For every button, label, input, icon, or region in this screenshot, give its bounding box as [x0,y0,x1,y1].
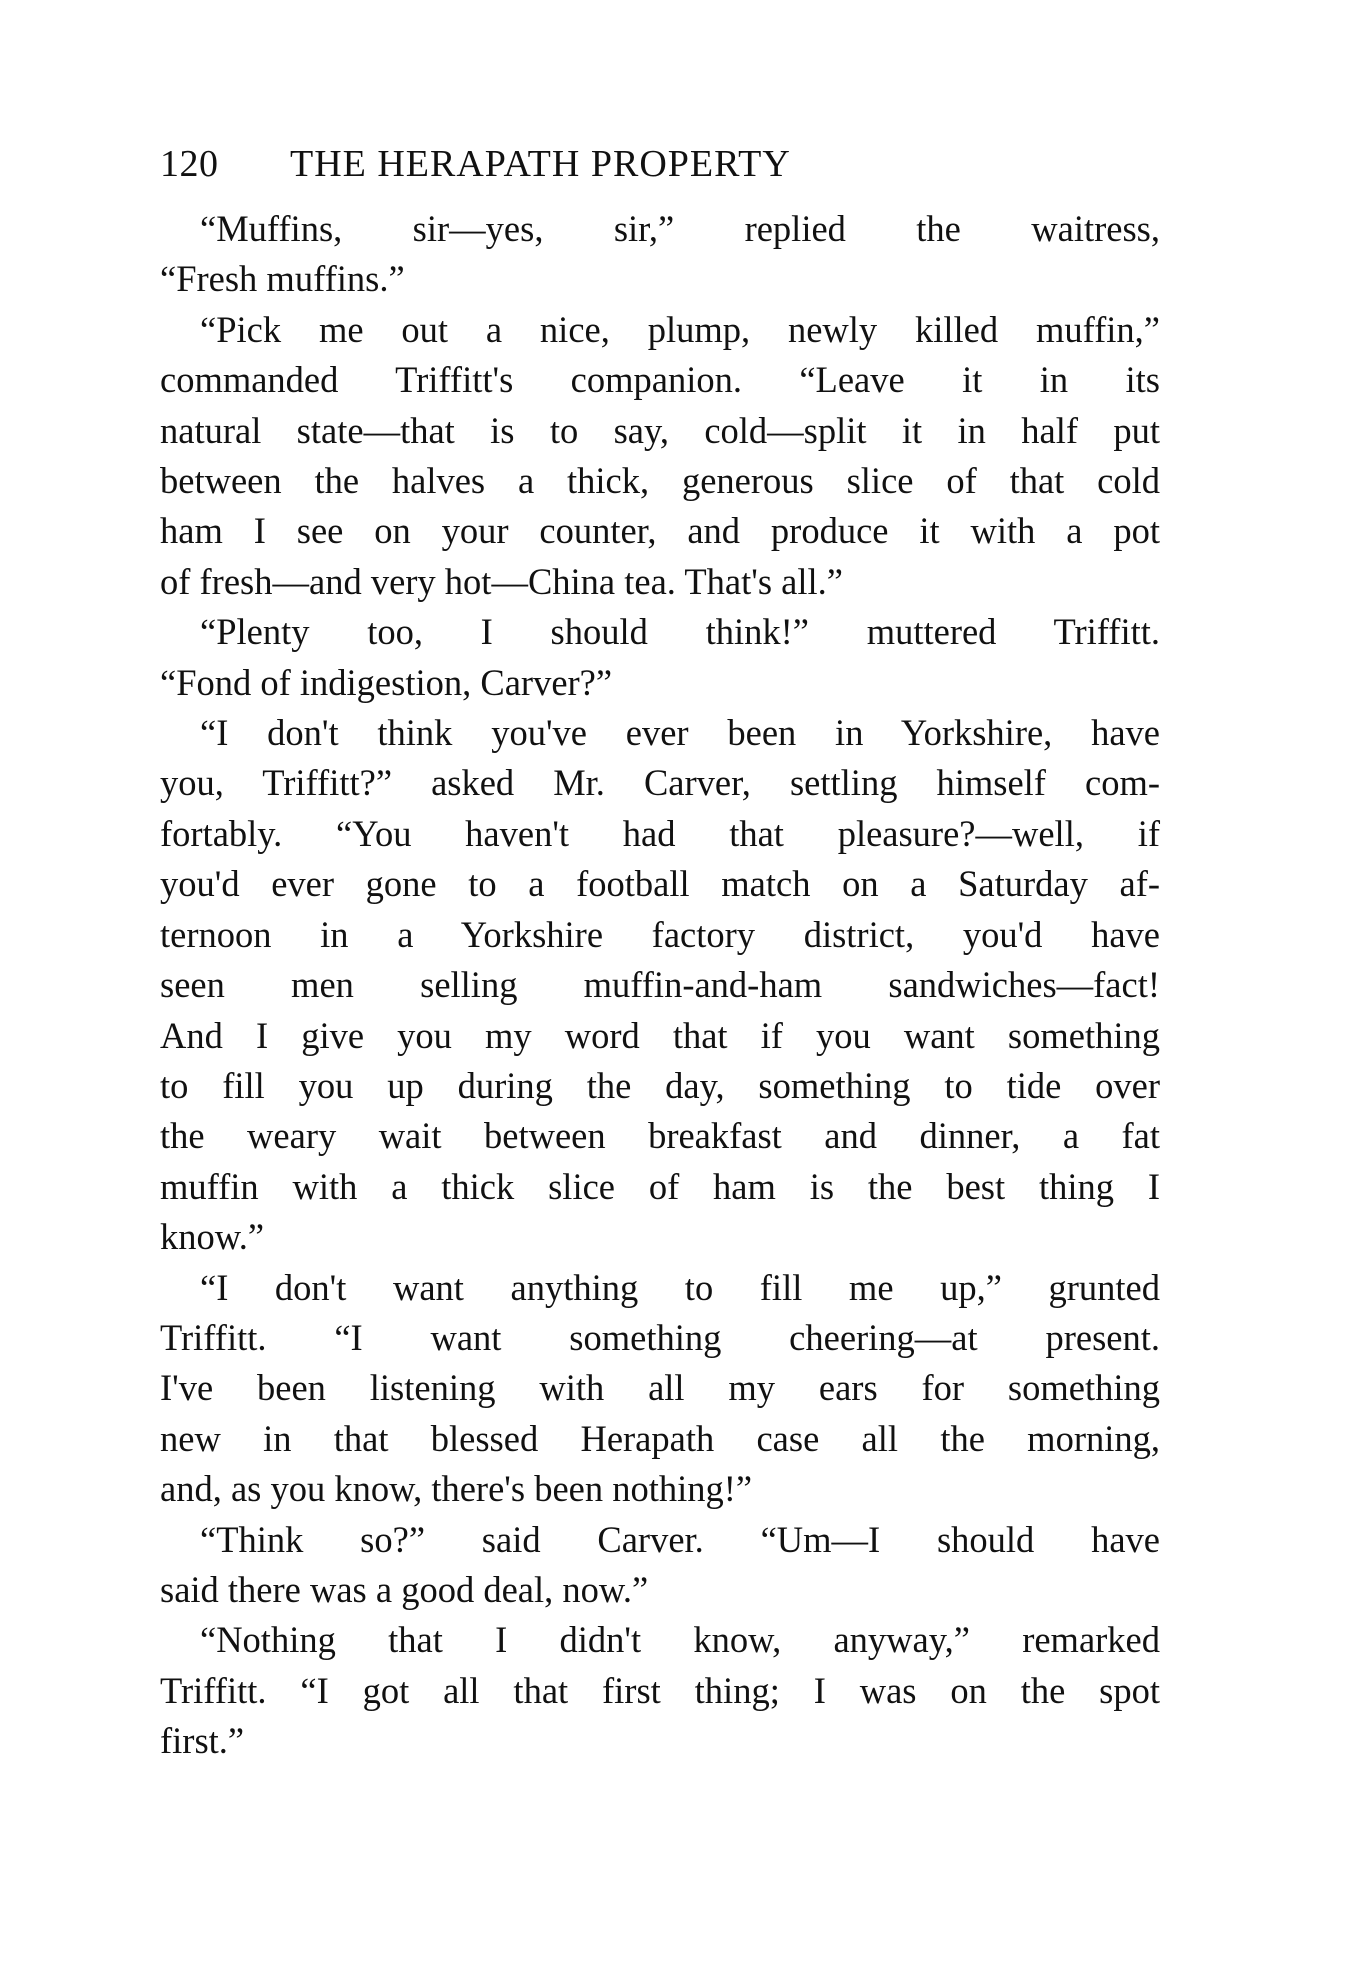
text-line: fortably. “You haven't had that pleasure?—well, if [160,812,1160,854]
text-line: Triffitt. “I got all that first thing; I was on the spot [160,1669,1160,1711]
body-text [160,204,1160,1767]
text-line: “Nothing that I didn't know, anyway,” remarked [200,1619,1160,1661]
page-number: 120 [160,143,219,185]
text-line: “I don't think you've ever been in Yorkshire, have [200,712,1160,754]
paragraph [160,1263,1160,1515]
text-line: “Pick me out a nice, plump, newly killed muffin,” [200,308,1160,350]
text-line: to fill you up during the day, something to tide over [160,1064,1160,1106]
paragraph [160,1515,1160,1616]
book-title: THE HERAPATH PROPERTY [290,143,791,185]
text-line: you'd ever gone to a football match on a Saturday af- [160,863,1160,905]
text-line: Triffitt. “I want something cheering—at present. [160,1316,1160,1358]
text-line: commanded Triffitt's companion. “Leave it in its [160,359,1160,401]
text-line: new in that blessed Herapath case all the morning, [160,1417,1160,1459]
text-line: muffin with a thick slice of ham is the best thing I [160,1165,1160,1207]
paragraph [160,607,1160,708]
paragraph [160,204,1160,305]
book-page [160,140,1160,1767]
paragraph [160,708,1160,1262]
paragraph [160,305,1160,607]
text-line: said there was a good deal, now.” [160,1568,649,1610]
text-line: I've been listening with all my ears for something [160,1367,1160,1409]
text-line: “Muffins, sir—yes, sir,” replied the waitress, [200,208,1160,249]
text-line: “Fresh muffins.” [160,258,405,300]
text-line: the weary wait between breakfast and dinner, a fat [160,1115,1160,1157]
text-line: and, as you know, there's been nothing!” [160,1468,753,1510]
text-line: first.” [160,1720,245,1762]
text-line: know.” [160,1216,265,1258]
text-line: “Think so?” said Carver. “Um—I should have [200,1518,1160,1560]
text-line: ham I see on your counter, and produce it with a pot [160,510,1160,552]
text-line: ternoon in a Yorkshire factory district, you'd have [160,913,1160,955]
running-head [160,140,1160,204]
text-line: natural state—that is to say, cold—split it in half put [160,409,1160,451]
text-line: of fresh—and very hot—China tea. That's all.” [160,560,843,602]
text-line: And I give you my word that if you want something [160,1014,1160,1056]
text-line: “Fond of indigestion, Carver?” [160,661,613,703]
text-line: seen men selling muffin-and-ham sandwiches—fact! [160,964,1160,1006]
text-line: between the halves a thick, generous slice of that cold [160,460,1160,502]
text-line: “I don't want anything to fill me up,” grunted [200,1266,1160,1308]
paragraph [160,1615,1160,1766]
text-line: “Plenty too, I should think!” muttered Triffitt. [200,611,1160,653]
text-line: you, Triffitt?” asked Mr. Carver, settling himself com- [160,762,1160,804]
